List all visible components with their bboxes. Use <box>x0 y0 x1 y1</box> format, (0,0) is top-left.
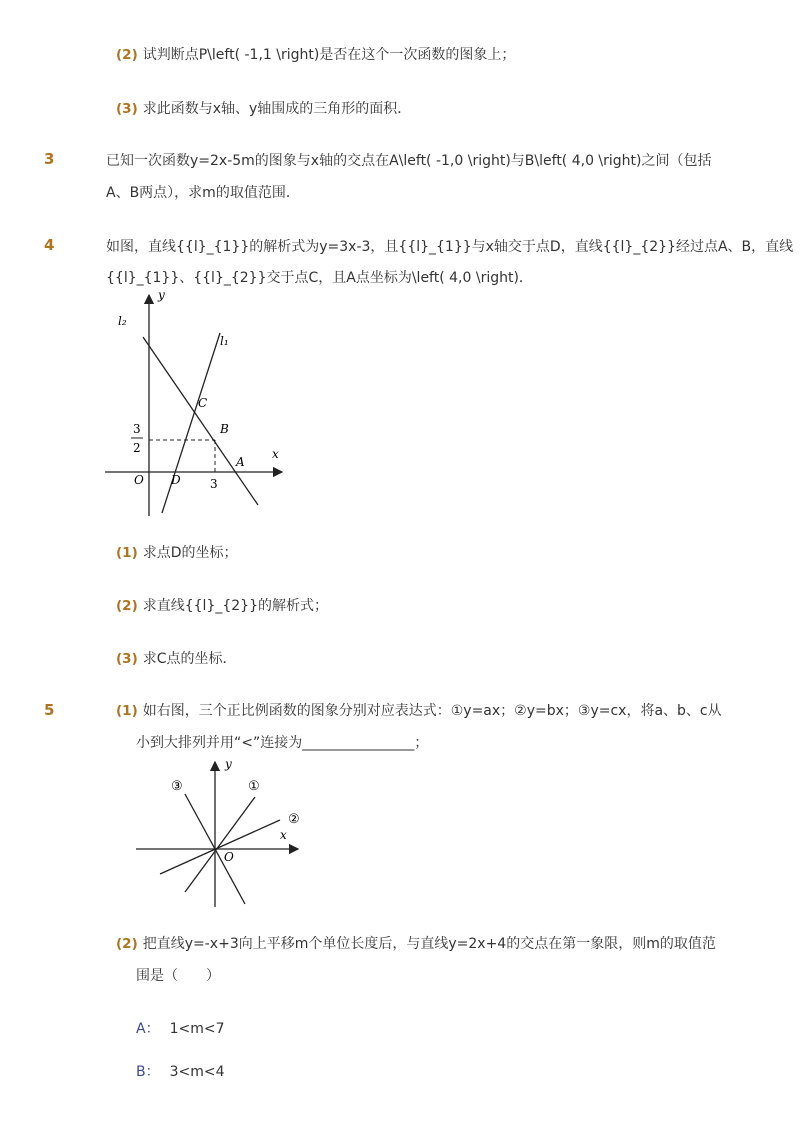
q5-part-1-line2: 小到大排列并用“<”连接为________________； <box>136 735 429 751</box>
question-number-4: 4 <box>44 236 55 254</box>
q4-text-line2: {{l}_{1}}、{{l}_{2}}交于点C，且A点坐标为\left( 4,0 \right)． <box>106 270 533 286</box>
l2-label: l₂ <box>118 314 127 328</box>
part-number: (2) <box>116 936 138 952</box>
q4-part-3 <box>116 649 237 669</box>
question-number-3: 3 <box>44 150 55 168</box>
part-text: 求C点的坐标． <box>142 651 237 667</box>
q4-text-line1: 如图，直线{{l}_{1}}的解析式为y=3x-3，且{{l}_{1}}与x轴交于点D，直线{{l}_{2}}经过点A、B，直线 <box>106 239 794 255</box>
x-axis-label: x <box>280 828 287 842</box>
part-number: (1) <box>116 545 138 561</box>
part-text: 把直线y=-x+3向上平移m个单位长度后，与直线y=2x+4的交点在第一象限，则m的取值范 <box>142 936 716 952</box>
q4-part-1 <box>116 543 238 563</box>
y-axis-label: y <box>225 757 232 771</box>
part-text: 求点D的坐标； <box>142 545 238 561</box>
part-number: (3) <box>116 101 138 117</box>
line-2 <box>160 820 280 874</box>
fraction-numerator: 3 <box>133 422 141 436</box>
line-3-label: ③ <box>171 779 183 794</box>
q4-part-2 <box>116 596 328 616</box>
point-c-label: C <box>198 396 208 410</box>
part-number: (2) <box>116 47 138 63</box>
part-text: 如右图，三个正比例函数的图象分别对应表达式：①y=ax；②y=bx；③y=cx，将a、b、c从 <box>142 703 722 719</box>
part-text: 求直线{{l}_{2}}的解析式； <box>142 598 328 614</box>
line-1-label: ① <box>248 779 260 794</box>
l1-label: l₁ <box>220 334 229 348</box>
part-number: (3) <box>116 651 138 667</box>
q5-part-1-line1 <box>116 701 722 721</box>
y-axis-label: y <box>158 288 165 302</box>
q2-part-3 <box>116 99 411 119</box>
q5-figure <box>130 752 310 912</box>
part-number: (2) <box>116 598 138 614</box>
option-b[interactable] <box>136 1062 225 1082</box>
q5-part-2-line2: 围是（ ） <box>136 968 220 984</box>
line-2-label: ② <box>288 812 300 827</box>
part-text: 求此函数与x轴、y轴围成的三角形的面积． <box>142 101 412 117</box>
q5-part-2-line1 <box>116 934 716 954</box>
origin-label: O <box>134 473 144 487</box>
option-letter: B： <box>136 1064 160 1080</box>
q3-text-line2: A、B两点），求m的取值范围． <box>106 185 300 201</box>
option-text: 3<m<4 <box>169 1064 225 1080</box>
x-tick-3: 3 <box>210 477 218 491</box>
option-letter: A： <box>136 1021 160 1037</box>
line-1 <box>185 797 255 892</box>
question-number-5: 5 <box>44 701 55 719</box>
q3-text-line1: 已知一次函数y=2x-5m的图象与x轴的交点在A\left( -1,0 \right)与B\left( 4,0 \right)之间（包括 <box>106 153 712 169</box>
line-l2 <box>143 337 258 505</box>
q2-part-2 <box>116 45 515 65</box>
point-d-label: D <box>171 473 181 487</box>
point-b-label: B <box>220 422 229 436</box>
point-a-label: A <box>236 455 245 469</box>
part-text: 试判断点P\left( -1,1 \right)是否在这个一次函数的图象上； <box>142 47 516 63</box>
option-text: 1<m<7 <box>169 1021 225 1037</box>
fraction-denominator: 2 <box>133 441 141 455</box>
origin-label: O <box>224 850 234 864</box>
x-axis-label: x <box>272 447 279 461</box>
q4-figure <box>100 285 300 525</box>
part-number: (1) <box>116 703 138 719</box>
option-a[interactable] <box>136 1019 225 1039</box>
